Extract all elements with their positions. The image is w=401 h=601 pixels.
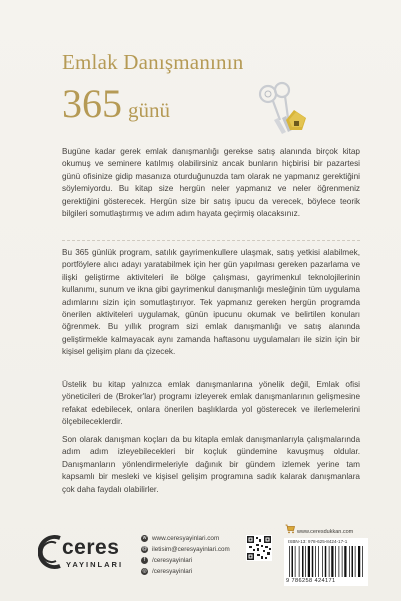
contact-text: /ceresyayinlari <box>152 557 193 564</box>
paragraph-3: Üstelik bu kitap yalnızca emlak danışmanlarına yönelik değil, Emlak ofisi yöneticileri de (Broker'lar) programı izleyerek emlak danışmanlarının gelişmesine refakat edebilecek, onlara önerilen başlıklarda yol gösterecek ve ilerlemelerini ölçebileceklerdir. <box>62 380 360 427</box>
qr-code-icon[interactable] <box>246 535 272 561</box>
house-keys-icon <box>252 80 312 142</box>
contact-facebook[interactable] <box>141 555 230 566</box>
globe-icon: w <box>142 535 147 541</box>
contact-text: www.ceresyayinlari.com <box>152 535 220 542</box>
email-icon: @ <box>141 546 148 552</box>
facebook-icon: f <box>141 557 148 564</box>
contact-website[interactable] <box>141 533 230 544</box>
contact-text: iletisim@ceresyayinlari.com <box>152 546 230 553</box>
title-word: günü <box>128 98 170 122</box>
shopping-cart-icon <box>285 524 295 534</box>
barcode-digits: 9 786258 424171 <box>286 578 336 584</box>
publisher-sub: YAYINLARI <box>66 560 124 569</box>
contact-instagram[interactable] <box>141 566 230 577</box>
barcode-icon <box>288 546 364 577</box>
contact-text: /ceresyayinlari <box>152 568 193 575</box>
paragraph-2: Bu 365 günlük program, satılık gayrimenkullere ulaşmak, satış yetkisi alabilmek, portföylere alıcı adayı yaratabilmek için her gün yapılması gereken pazarlama ve ilişki geliştirme aktiviteleri ile bölge çalışması, gayrimenkul teknolojilerinin kullanımı, sunum ve ikna gibi gayrimenkul danışmanlığı mesleğinin tüm uygulama adımlarını sizin için somutlaştırıyor. Tek yapmanız gereken hergün programda önerilen aktiviteleri uygulamak, günün ipucunu okumak ve belirtilen konuları öğrenmek. Bu yıllık program sizi emlak danışmanlığı ve satış alanında geliştirmekle kalmayacak aynı zamanda haftasonu uygulamaları ile sizin için bir kişisel gelişim planı da çizecek. <box>62 248 360 357</box>
isbn-label: ISBN-13: 978-625-8424-17-1 <box>288 539 348 544</box>
divider <box>62 240 360 241</box>
paragraph-4: Son olarak danışman koçları da bu kitapla emlak danışmanlarıyla çalışmalarında adım adım izleyebilecekleri bir koçluk gündemine kavuşmuş oldular. Danışmanların yönlendirmeleriyle dağınık bir gündem izlemek yerine tam kapsamlı bir mesleki ve kişisel gelişim programına sadık kalarak danışmanlara çok daha faydalı olabilirler. <box>62 435 360 494</box>
instagram-icon: ◎ <box>142 568 147 574</box>
title-number: 365 <box>62 81 122 126</box>
paragraph-1: Bugüne kadar gerek emlak danışmanlığı gerekse satış alanında birçok kitap okumuş ve seminere katılmış olabilirsiniz ancak bunların hiçbirisi bir pazartesi günü ofisinize gidip masanıza oturduğunuzda tam olarak ne yapmanız gerektiğini söylemiyordu. Bu kitap size hergün neler yapmanız ve neler öğrenmeniz gerektiğini gösterecek. Hergün size bir satış ipucu da verecek, böylece teorik bilgileri somutlaştırmış ve adım adım hayata geçirmiş olacaksınız. <box>62 147 360 219</box>
title-line-2 <box>62 80 170 127</box>
contact-email[interactable] <box>141 544 230 555</box>
shop-url[interactable]: www.ceresdukkan.com <box>297 529 354 535</box>
publisher-name: ceres <box>62 536 120 559</box>
title-line-1: Emlak Danışmanının <box>62 50 244 74</box>
contact-list <box>141 533 230 577</box>
